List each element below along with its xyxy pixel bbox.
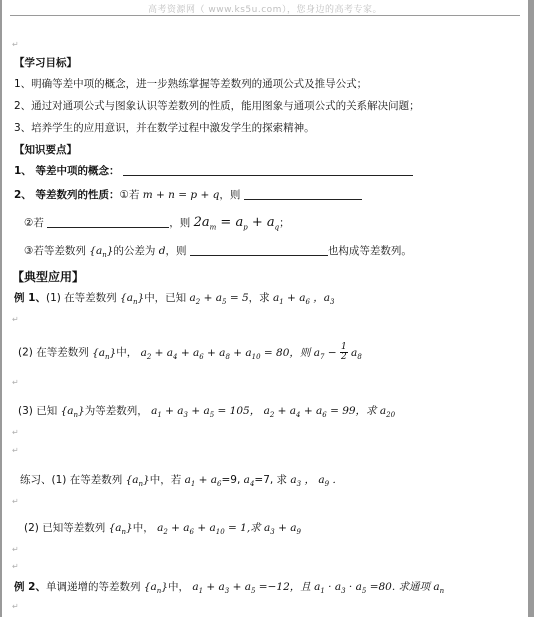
example-1-question-2 (18, 343, 362, 362)
target-formula: $a_n$ (433, 581, 445, 596)
question-text: (1) 在等差数列 (45, 292, 117, 304)
question-text: 单调递增的等差数列 (45, 581, 141, 593)
property-condition: m + n = p + q (142, 189, 220, 201)
semicolon: ； (279, 217, 290, 229)
paragraph-mark: ↵ (12, 446, 19, 455)
goal-item: 3、培养学生的应用意识，并在数学过程中激发学生的探索精神。 (14, 122, 315, 134)
paragraph-mark: ↵ (12, 428, 19, 437)
header-divider (10, 15, 520, 16)
condition-formula: $a_2 + a_4 + a_6 + a_8 + a_{10} = 80$，则 (140, 346, 311, 361)
paragraph-mark: ↵ (12, 315, 19, 324)
circle-2-text: ②若 (24, 217, 44, 229)
formula-text: =−12，且 (258, 581, 311, 593)
section-title-typical: 【典型应用】 (12, 270, 85, 284)
section-title-knowledge: 【知识要点】 (14, 144, 77, 156)
question-text: =7, 求 (254, 474, 288, 486)
goal-item: 2、通过对通项公式与图象认识等差数列的性质，能用图象与通项公式的关系解决问题； (14, 100, 420, 112)
paragraph-mark: ↵ (12, 40, 19, 49)
target-formula: $a_3$ ， $a_9$ ． (290, 474, 343, 489)
sequence-notation: $\{a_n\}$ (143, 581, 168, 596)
d-symbol: d (158, 245, 166, 257)
common-difference-text: 的公差为 (113, 245, 156, 257)
paragraph-mark: ↵ (12, 378, 19, 387)
example-1-label: 例 1、 (14, 292, 46, 304)
sequence-notation: $\{a_n\}$ (60, 405, 85, 420)
question-text: 中，已知 (144, 292, 187, 304)
formula-text: = 99，求 (330, 405, 377, 417)
practice-label: 练习、(1) 在等差数列 (20, 474, 123, 486)
also-arithmetic-text: 也构成等差数列。 (327, 245, 412, 257)
condition-formula-1: $a_1 + a_3 + a_5 =-12$，且 (192, 581, 311, 596)
practice-question-1 (20, 472, 343, 488)
formula-text: = 5 (229, 292, 249, 304)
then-text: ，则 (165, 245, 187, 257)
document-page (2, 0, 528, 617)
sequence-notation: $\{a_n\}$ (125, 474, 150, 489)
formula-text: = 105， (217, 405, 261, 417)
fill-blank (190, 245, 328, 256)
example-2-label: 例 2、 (14, 581, 46, 593)
example-2-question (14, 579, 444, 595)
practice-question-2 (24, 520, 301, 536)
page-header: 高考资源网（ www.ks5u.com），您身边的高考专家。 (148, 5, 382, 15)
fill-blank (47, 217, 169, 228)
then-text: ，则 (219, 189, 241, 201)
condition-formula-2: $a_1 \cdot a_3 \cdot a_5 =80$. 求通项 (314, 581, 431, 596)
question-text: 中，若 (149, 474, 182, 486)
condition-formula-1: $a_1 + a_3 + a_5 = 105$， (151, 405, 261, 420)
knowledge-item-2c (24, 243, 412, 259)
paragraph-mark: ↵ (12, 602, 19, 611)
circle-3-text: ③若等差数列 (24, 245, 86, 257)
question-text: 中， (116, 346, 138, 359)
fill-blank (123, 165, 413, 176)
condition-formula: $a_2 + a_6 + a_{10} = 1$,求 (157, 522, 261, 537)
knowledge-item-2-label: 2、 等差数列的性质： (14, 189, 120, 201)
fill-blank (244, 189, 362, 200)
paragraph-mark: ↵ (12, 562, 19, 571)
question-text: (2) 在等差数列 (18, 346, 89, 359)
condition-formula: $a_4$ (243, 474, 255, 489)
question-text: 中， (167, 581, 189, 593)
question-text: (3) 已知 (18, 405, 58, 417)
target-formula: $a_3 + a_9$ (264, 522, 301, 537)
sequence-notation: $\{a_n\}$ (120, 292, 145, 307)
sequence-notation: $\{a_n\}$ (108, 522, 133, 537)
sequence-notation: $\{a_n\}$ (89, 245, 114, 260)
formula-text: = 80，则 (263, 346, 311, 359)
formula-text: = 1,求 (228, 522, 261, 534)
condition-formula: $a_2 + a_5 = 5$ (189, 292, 249, 307)
condition-formula: $a_1 + a_6$ (184, 474, 222, 489)
circle-1-text: ①若 (119, 189, 140, 201)
example-1-question-3 (18, 403, 395, 419)
then-text: ，则 (169, 217, 191, 229)
knowledge-item-1-label: 1、 等差中项的概念： (14, 165, 120, 177)
question-text: 中， (132, 522, 154, 534)
formula: $2a_m = a_p + a_q$ (193, 215, 280, 232)
paragraph-mark: ↵ (12, 545, 19, 554)
sequence-notation: $\{a_n\}$ (92, 346, 117, 361)
section-title-goals: 【学习目标】 (14, 57, 77, 69)
knowledge-item-2 (14, 187, 362, 202)
goal-item: 1、明确等差中项的概念，进一步熟练掌握等差数列的通项公式及推导公式； (14, 78, 368, 90)
formula-text: =80. 求通项 (369, 581, 431, 593)
condition-formula-2: $a_2 + a_4 + a_6 = 99$，求 (263, 405, 377, 420)
question-text: (2) 已知等差数列 (24, 522, 106, 534)
example-1-question-1 (14, 290, 335, 306)
formula-text: 2a (193, 215, 210, 230)
target-formula: $a_7$ − $\frac{1}{2}$ $a_8$ (313, 342, 362, 362)
knowledge-item-1 (14, 163, 413, 178)
question-text: =9, (221, 474, 241, 486)
knowledge-item-2b (24, 215, 290, 232)
paragraph-mark: ↵ (12, 497, 19, 506)
target-formula: $a_1 + a_6$ ，$a_3$ (272, 292, 335, 307)
target-formula: $a_{20}$ (379, 405, 396, 420)
question-text: ，求 (248, 292, 270, 304)
fraction-half: $\frac{1}{2}$ (340, 342, 347, 362)
question-text: 为等差数列， (84, 405, 148, 417)
